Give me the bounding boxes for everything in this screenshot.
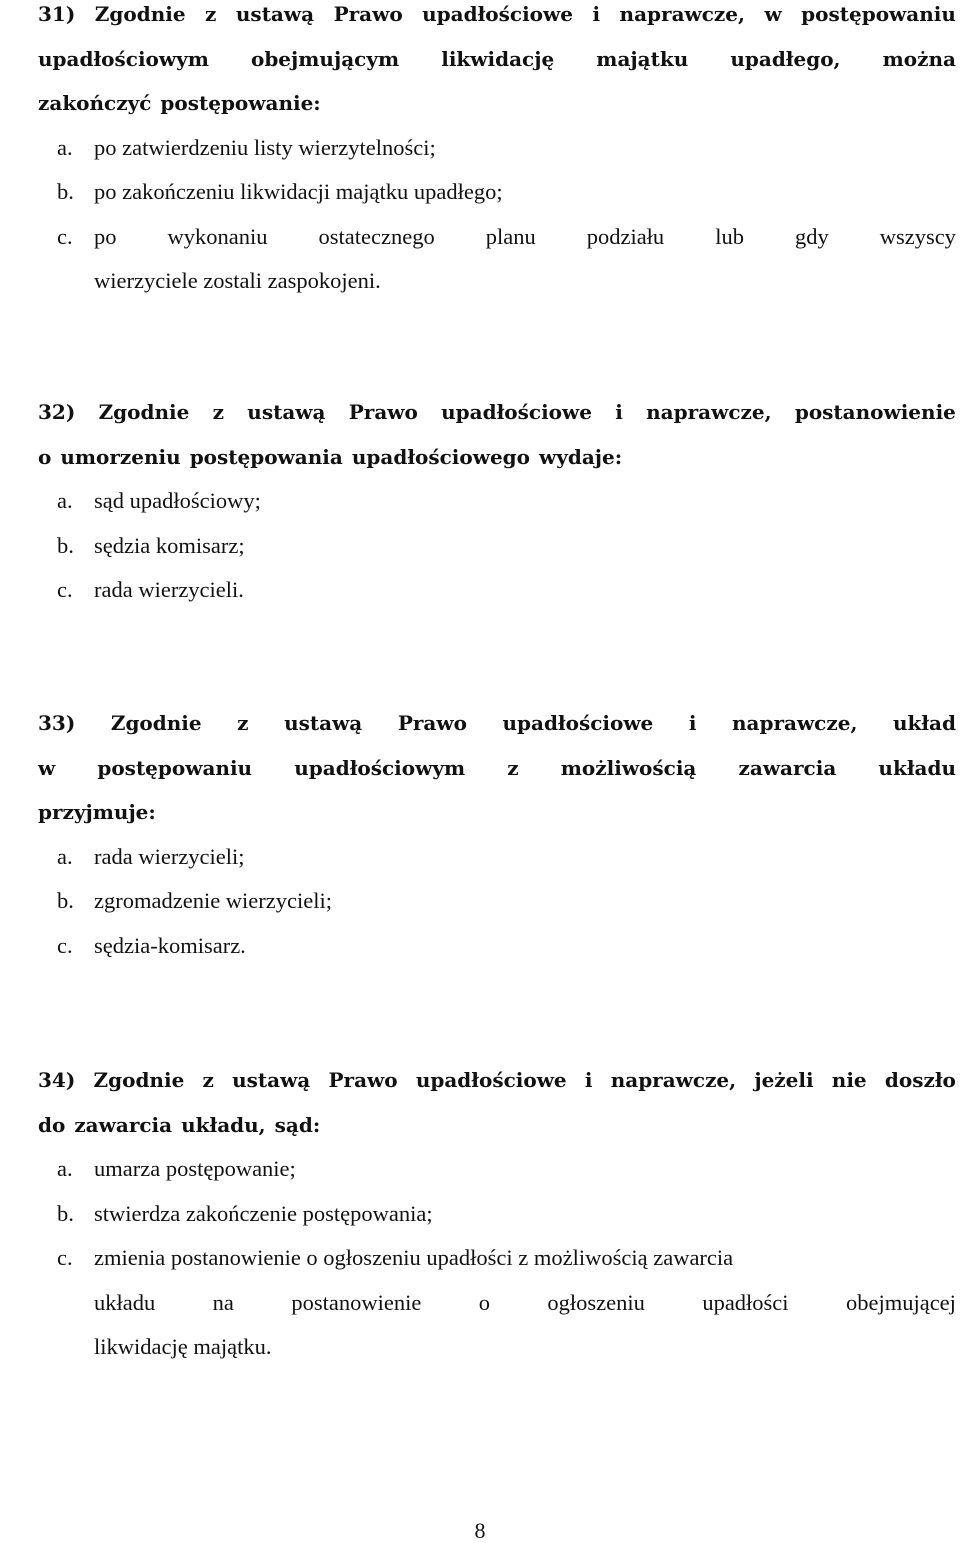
word: Prawo [328,1068,398,1092]
word: z [205,2,217,26]
word: Zgodnie [98,400,190,424]
word: upadłościowe [422,2,573,26]
question-stem-line [38,81,956,126]
word: i [688,711,697,735]
word: o [478,1289,490,1315]
word: wykonaniu [167,223,268,249]
word: likwidację [441,46,555,71]
word: upadłościowe [415,1068,567,1092]
word: ustawą [284,711,363,735]
option-b: b. po zakończeniu likwidacji majątku upadłego; [57,179,503,204]
word: obejmującym [250,46,400,71]
word: 34) [38,1068,76,1092]
word: upadłościowym [294,755,466,780]
word: z [212,400,224,424]
word: postępowaniu [97,755,253,780]
word: Prawo [333,2,403,26]
page-number: 8 [474,1518,486,1543]
word: do [38,1112,66,1137]
word: ustawą [235,2,315,26]
word: majątku [596,46,689,71]
word: po [94,223,117,249]
word: obejmującej [845,1289,956,1315]
word: ostatecznego [318,223,435,249]
word: postępowaniu [801,2,956,26]
word: naprawcze, [610,1068,737,1092]
word: naprawcze, [731,711,858,735]
option-a: a. sąd upadłościowy; [57,488,261,513]
option-a: a. rada wierzycieli; [57,843,245,869]
word: postępowanie: [160,91,321,115]
word: lub [715,223,744,249]
word: upadłościowym [38,46,209,71]
question-31 [38,0,956,304]
word: możliwością [560,755,697,780]
question-stem-line [38,701,956,746]
question-stem-line [38,1058,956,1103]
word: Zgodnie [94,2,186,26]
word: 33) [38,711,76,735]
word: upadłości [702,1289,789,1315]
word: podziału [586,223,665,249]
word: upadłościowe [502,711,654,735]
word: postanowienie [291,1289,422,1315]
question-stem-line [38,390,956,435]
option-c-continuation: wierzyciele zostali zaspokojeni. [94,268,381,293]
option-c: c. sędzia-komisarz. [57,932,246,958]
word: wydaje: [539,444,623,469]
word: na [212,1289,234,1315]
word: Zgodnie [110,711,202,735]
option-c-continuation [38,1281,956,1326]
question-stem-line [38,790,956,835]
word: gdy [794,223,829,249]
word: Zgodnie [93,1068,185,1092]
question-32 [38,390,956,613]
word: ustawą [247,400,326,424]
word: planu [485,223,536,249]
word: i [615,400,623,424]
word: naprawcze, [646,400,772,424]
option-b: b. stwierdza zakończenie postępowania; [57,1200,433,1226]
word: 31) [38,2,76,26]
word: i [584,1068,593,1092]
option-a: a. umarza postępowanie; [57,1156,296,1181]
question-34 [38,1058,956,1370]
question-stem-line [38,746,956,791]
word: układ [892,711,956,735]
question-stem-line [38,1103,956,1148]
option-c-continuation: likwidację majątku. [94,1334,272,1359]
question-stem-line [38,37,956,82]
word: w [38,755,56,780]
word: i [592,2,601,26]
option-a: a. po zatwierdzeniu listy wierzytelności; [57,134,436,160]
word: doszło [884,1068,956,1092]
word: z [237,711,249,735]
option-b: b. zgromadzenie wierzycieli; [57,888,332,913]
question-stem-line [38,0,956,37]
word: jeżeli [754,1068,814,1092]
word: umorzeniu [60,444,181,469]
word: Prawo [348,400,418,424]
word: naprawcze, [619,2,745,26]
word: Prawo [397,711,467,735]
option-letter: c. [57,223,73,249]
word: nie [831,1068,867,1092]
question-stem-line [38,435,956,480]
word: układu, [181,1112,266,1137]
word: zakończyć [38,91,152,115]
word: postanowienie [794,400,956,424]
word: z [507,755,519,780]
word: układu [94,1289,156,1315]
word: zawarcia [738,755,837,780]
word: o [38,444,52,469]
option-c [38,215,956,260]
word: ogłoszeniu [547,1289,645,1315]
word: postępowania [189,444,343,469]
word: układu [878,755,956,780]
word: z [202,1068,214,1092]
option-b: b. sędzia komisarz; [57,532,245,558]
word: ustawą [232,1068,311,1092]
word: zawarcia [74,1112,173,1137]
word: w [764,2,782,26]
word: upadłościowe [441,400,592,424]
word: przyjmuje: [38,800,156,824]
word: sąd: [274,1112,321,1137]
word: 32) [38,400,76,424]
word: wszyscy [879,223,956,249]
word: upadłościowego [351,444,530,469]
word: upadłego, [730,46,841,71]
option-c: c. rada wierzycieli. [57,577,244,602]
option-c: c. zmienia postanowienie o ogłoszeniu upadłości z możliwością zawarcia [57,1245,734,1270]
word: można [882,46,956,71]
question-33 [38,701,956,968]
